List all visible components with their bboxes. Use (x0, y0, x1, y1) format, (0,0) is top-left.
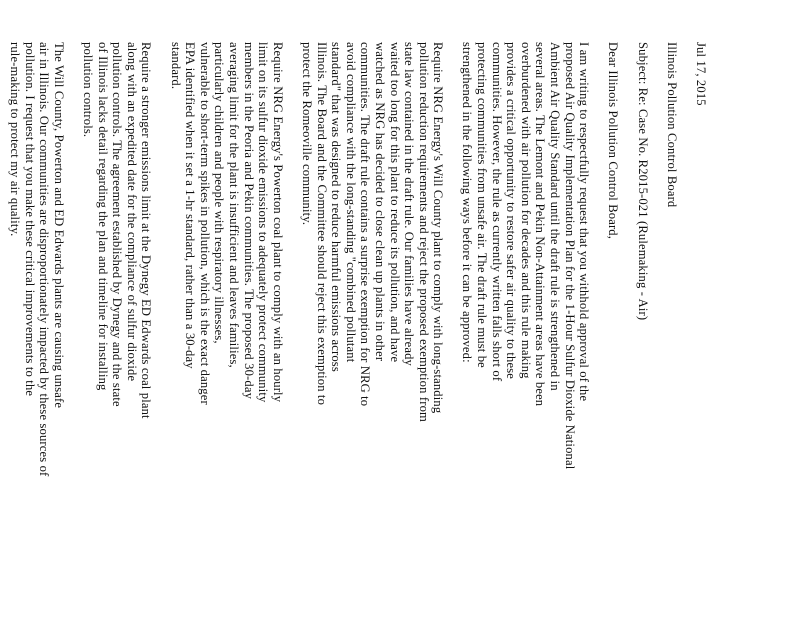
letter-subject: Subject: Re: Case No. R2015-021 (Rulemaking - Air) (635, 42, 650, 321)
letter-paragraph (460, 42, 591, 562)
paragraph-line: averaging limit for the plant is insufficient and leaves families, (227, 42, 241, 368)
paragraph-line: vulnerable to short-term spikes in pollution, which is the exact danger (197, 42, 212, 405)
letter-paragraphs (8, 42, 592, 562)
paragraph-line: waited too long for this plant to reduce its pollution, and have (387, 42, 402, 363)
letter-paragraph (80, 42, 153, 562)
paragraph-line: communities. However, the rule as currently written falls short of (489, 42, 504, 382)
paragraph-line: protecting communities from unsafe air. The draft rule must be (475, 42, 490, 368)
paragraph-line: of Illinois lacks detail regarding the plan and timeline for installing (95, 42, 110, 391)
letter-date: Jul 17, 2015 (694, 42, 708, 106)
paragraph-line: pollution reduction requirements and reject the proposed exemption from (416, 42, 431, 422)
letter-body (0, 42, 708, 562)
paragraph-line: Require NRG Energy's Powerton coal plant to comply with an hourly (270, 42, 285, 403)
letter-paragraph (168, 42, 285, 562)
paragraph-line: members in the Peoria and Pekin communities. The proposed 30-day (241, 42, 256, 400)
paragraph-line: rule-making to protect my air quality. (8, 42, 23, 237)
letter-paragraph (299, 42, 445, 562)
paragraph-line: The Will County, Powerton and ED Edwards plants are causing unsafe (51, 42, 66, 409)
paragraph-line: Illinois. The Board and the Committee should reject this exemption to (314, 42, 329, 406)
paragraph-line: watched as NRG has decided to close clean up plants in other (372, 42, 387, 362)
paragraph-line: overburdened with air pollution for decades and this rule making (518, 42, 533, 379)
letter-paragraph (8, 42, 66, 562)
paragraph-line: EPA identified when it set a 1-hr standard, rather than a 30-day (183, 42, 198, 369)
paragraph-line: pollution controls. The agreement established by Dynegy and the state (110, 42, 125, 407)
paragraph-line: Ambient Air Quality Standard until the draft rule is strengthened in (548, 42, 563, 391)
paragraph-line: proposed Air Quality Implementation Plan for the 1-Hour Sulfur Dioxide National (562, 42, 577, 470)
paragraph-line: limit on its sulfur dioxide emissions to adequately protect community (256, 42, 271, 403)
letter-salutation: Dear Illinois Pollution Control Board, (606, 42, 621, 240)
paragraph-line: protect the Romeoville community. (299, 42, 314, 226)
paragraph-line: pollution controls. (81, 42, 96, 138)
paragraph-line: standard" that was designed to reduce harmful emissions across (329, 42, 344, 372)
paragraph-line: provides a critical opportunity to restore safer air quality to these (504, 42, 519, 379)
paragraph-line: Require NRG Energy's Will County plant to comply with long-standing (431, 42, 446, 414)
paragraph-line: several areas. The Lemont and Pekin Non-Attainment areas have been (533, 42, 548, 407)
paragraph-line: I am writing to respectfully request that you withhold approval of the (577, 42, 592, 402)
paragraph-line: communities. The draft rule contains a surprise exemption for NRG to (358, 42, 373, 407)
paragraph-line: along with an expedited date for the compliance of sulfur dioxide (124, 42, 139, 382)
paragraph-line: Require a stronger emissions limit at the Dynegy ED Edwards coal plant (139, 42, 154, 419)
paragraph-line: strengthened in the following ways before it can be approved: (460, 42, 475, 363)
paragraph-line: air in Illinois. Our communities are disproportionately impacted by these sources of (37, 42, 52, 477)
paragraph-line: state law contained in the draft rule. Our families have already (402, 42, 417, 366)
letter-recipient: Illinois Pollution Control Board (664, 42, 679, 208)
paragraph-line: avoid compliance with the long-standing "combined pollutant (343, 42, 358, 363)
paragraph-line: particularly children and people with respiratory illnesses, (212, 42, 227, 344)
paragraph-line: standard. (168, 42, 183, 90)
paragraph-line: pollution. I request that you make these critical improvements to the (22, 42, 37, 397)
